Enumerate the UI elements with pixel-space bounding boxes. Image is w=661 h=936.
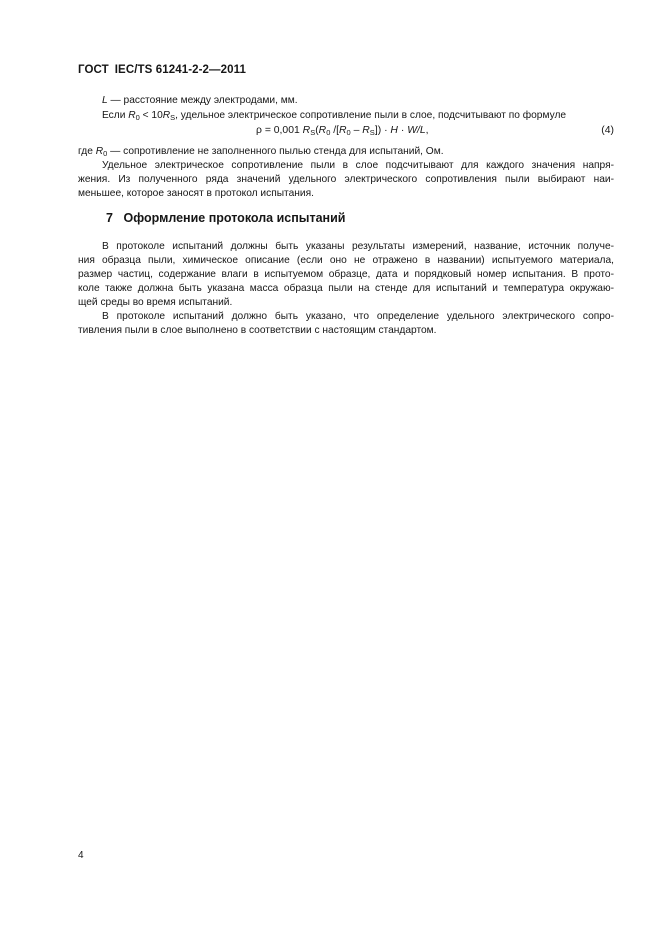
- definition-L: [102, 94, 614, 107]
- symbol-R: R: [162, 110, 171, 121]
- standard-label: ГОСТ: [78, 64, 109, 76]
- paragraph-line: меньшее, которое заносят в протокол испытания.: [78, 188, 314, 199]
- subscript-S: S: [170, 113, 176, 122]
- subscript-0: 0: [326, 128, 331, 137]
- symbol-R: R: [128, 110, 136, 121]
- equation-number: (4): [601, 125, 614, 136]
- paragraph-line: размер частиц, содержание влаги в испытуемом образце, дата и порядковый номер испытания. В прото-: [78, 269, 614, 280]
- dot-operator: ·: [384, 125, 388, 136]
- subscript-S: S: [369, 128, 375, 137]
- paragraph-line: тивления пыли в слое выполнено в соответствии с настоящим стандартом.: [78, 325, 437, 336]
- section-number: 7: [106, 211, 113, 225]
- paragraph-line: В протоколе испытаний должны быть указаны результаты измерений, название, источник получе-: [102, 241, 614, 252]
- definition-L-text: — расстояние между электродами, мм.: [110, 95, 298, 106]
- symbol-R: R: [318, 125, 327, 136]
- condition-text: , удельное электрическое сопротивление пыли в слое, подсчитывают по формуле: [175, 110, 567, 121]
- page-header: [78, 64, 246, 76]
- subscript-0: 0: [346, 128, 351, 137]
- subscript-0: 0: [135, 113, 140, 122]
- less-than-ten: < 10: [142, 110, 163, 121]
- paragraph-line: щей среды во время испытаний.: [78, 297, 233, 308]
- definition-R0: [78, 145, 614, 158]
- symbol-R: R: [302, 125, 311, 136]
- paren-open: (: [315, 125, 319, 136]
- standard-number: IEC/TS 61241-2-2—2011: [114, 64, 246, 76]
- dot-operator: ·: [400, 125, 405, 136]
- symbol-L: L: [102, 95, 108, 106]
- bracket-close: ]): [374, 125, 382, 136]
- section-heading: [106, 211, 345, 225]
- word-gde: где: [78, 146, 93, 157]
- paragraph-line: ния образца пыли, химическое описание (если оно не отражено в названии) испытуемого материала,: [78, 255, 614, 266]
- page-number: 4: [78, 850, 84, 861]
- symbol-R: R: [362, 125, 370, 136]
- paragraph-line: Удельное электрическое сопротивление пыли в слое подсчитывают для каждого значения напря-: [102, 160, 614, 171]
- subscript-0: 0: [103, 149, 108, 158]
- formula-coefficient: = 0,001: [264, 125, 300, 136]
- section-title: Оформление протокола испытаний: [123, 211, 346, 225]
- subscript-S: S: [310, 128, 316, 137]
- minus-sign: –: [353, 125, 360, 136]
- symbol-R: R: [339, 125, 347, 136]
- symbol-R: R: [95, 146, 104, 157]
- formula-comma: ,: [425, 125, 429, 136]
- word-esli: Если: [102, 110, 126, 121]
- symbol-W-over-L: W/L: [407, 125, 426, 136]
- bracket-open: /[: [333, 125, 340, 136]
- symbol-H: H: [390, 125, 398, 136]
- definition-R0-text: — сопротивление не заполненного пылью стенда для испытаний, Ом.: [110, 146, 444, 157]
- rho-symbol: ρ: [256, 125, 262, 136]
- paragraph-line: В протоколе испытаний должно быть указано, что определение удельного электрического сопро-: [102, 311, 614, 322]
- paragraph-line: коле также должна быть указана масса образца пыли на стенде для испытаний и температура окружаю-: [78, 283, 614, 294]
- condition-line: [102, 109, 614, 122]
- paragraph-line: жения. Из полученного ряда значений удельного электрического сопротивления пыли выбирают наи-: [78, 174, 614, 185]
- formula-4: [256, 125, 429, 136]
